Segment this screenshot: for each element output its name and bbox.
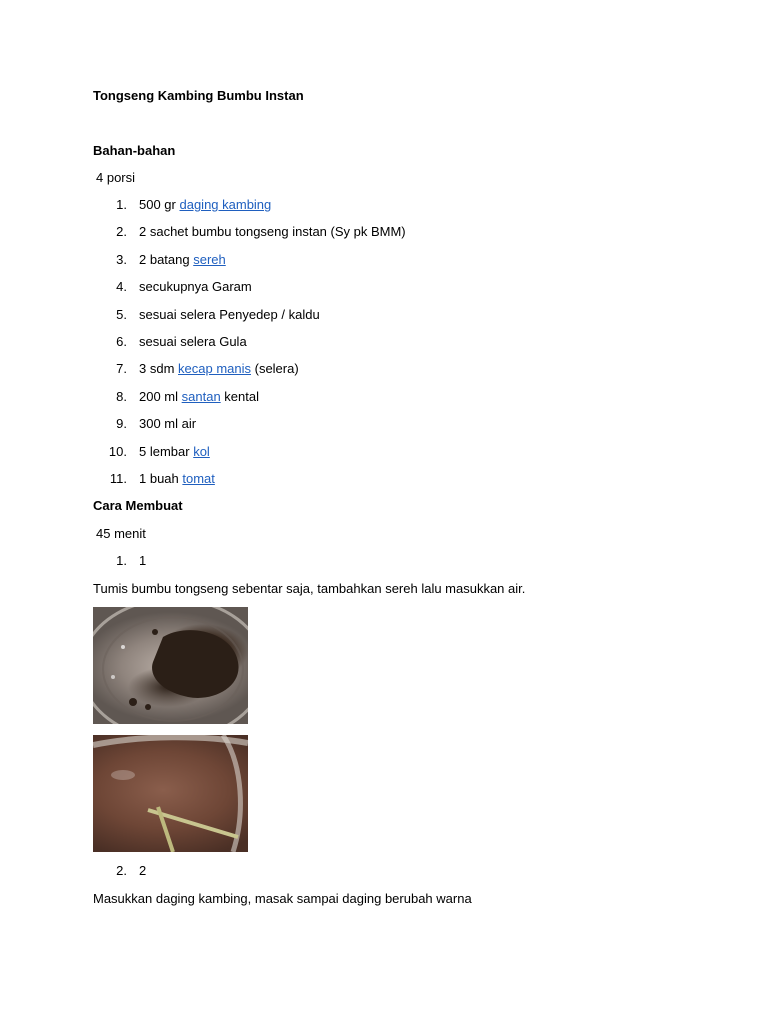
ingredient-text <box>139 279 252 295</box>
step-label: 1 <box>139 553 147 568</box>
ingredient-number: 10. <box>108 444 127 459</box>
ingredient-link[interactable]: kol <box>193 444 210 459</box>
ingredient-text <box>139 334 247 350</box>
ingredient-text-pre: sesuai selera Gula <box>139 334 247 349</box>
ingredient-link[interactable]: santan <box>181 389 221 404</box>
ingredients-heading: Bahan-bahan <box>93 143 176 158</box>
duration-text: 45 menit <box>96 526 146 541</box>
ingredient-link[interactable]: tomat <box>182 471 215 486</box>
ingredient-text-post: kental <box>220 389 259 404</box>
ingredient-text-pre: 5 lembar <box>139 444 194 459</box>
ingredient-text <box>139 471 215 487</box>
step-1-text: Tumis bumbu tongseng sebentar saja, tambahkan sereh lalu masukkan air. <box>93 581 526 596</box>
ingredient-text <box>139 252 226 268</box>
step-2-text: Masukkan daging kambing, masak sampai daging berubah warna <box>93 891 472 906</box>
ingredient-text <box>139 224 406 240</box>
step-1-photo-2 <box>93 735 248 852</box>
step-1-photo-1 <box>93 607 248 724</box>
ingredient-number: 8. <box>116 389 127 404</box>
ingredient-number: 3. <box>116 252 127 267</box>
method-heading: Cara Membuat <box>93 498 183 513</box>
ingredient-text <box>139 444 210 460</box>
ingredient-text-pre: 200 ml <box>139 389 182 404</box>
ingredient-text <box>139 389 259 405</box>
ingredient-number: 7. <box>116 361 127 376</box>
recipe-title: Tongseng Kambing Bumbu Instan <box>93 88 304 103</box>
ingredient-number: 1. <box>116 197 127 212</box>
ingredient-number: 9. <box>116 416 127 431</box>
ingredient-text <box>139 307 320 323</box>
ingredient-link[interactable]: kecap manis <box>178 361 251 376</box>
step-number: 2. <box>116 863 127 878</box>
ingredient-link[interactable]: daging kambing <box>179 197 272 212</box>
ingredient-text-pre: secukupnya Garam <box>139 279 252 294</box>
ingredient-text-pre: 2 sachet bumbu tongseng instan (Sy pk BMM) <box>139 224 406 239</box>
ingredient-number: 5. <box>116 307 127 322</box>
ingredient-text-pre: 3 sdm <box>139 361 179 376</box>
step-number: 1. <box>116 553 127 568</box>
ingredient-text-pre: 300 ml air <box>139 416 197 431</box>
ingredient-number: 6. <box>116 334 127 349</box>
ingredient-text-pre: 2 batang <box>139 252 194 267</box>
ingredient-text-pre: 1 buah <box>139 471 183 486</box>
ingredient-text <box>139 416 196 432</box>
portion-text: 4 porsi <box>96 170 136 185</box>
ingredient-text <box>139 361 299 377</box>
ingredient-number: 2. <box>116 224 127 239</box>
ingredient-text <box>139 197 271 213</box>
ingredient-text-pre: 500 gr <box>139 197 180 212</box>
ingredient-link[interactable]: sereh <box>193 252 226 267</box>
ingredient-number: 4. <box>116 279 127 294</box>
ingredient-text-pre: sesuai selera Penyedep / kaldu <box>139 307 320 322</box>
step-label: 2 <box>139 863 147 878</box>
ingredient-text-post: (selera) <box>251 361 299 376</box>
ingredient-number: 11. <box>109 471 127 486</box>
